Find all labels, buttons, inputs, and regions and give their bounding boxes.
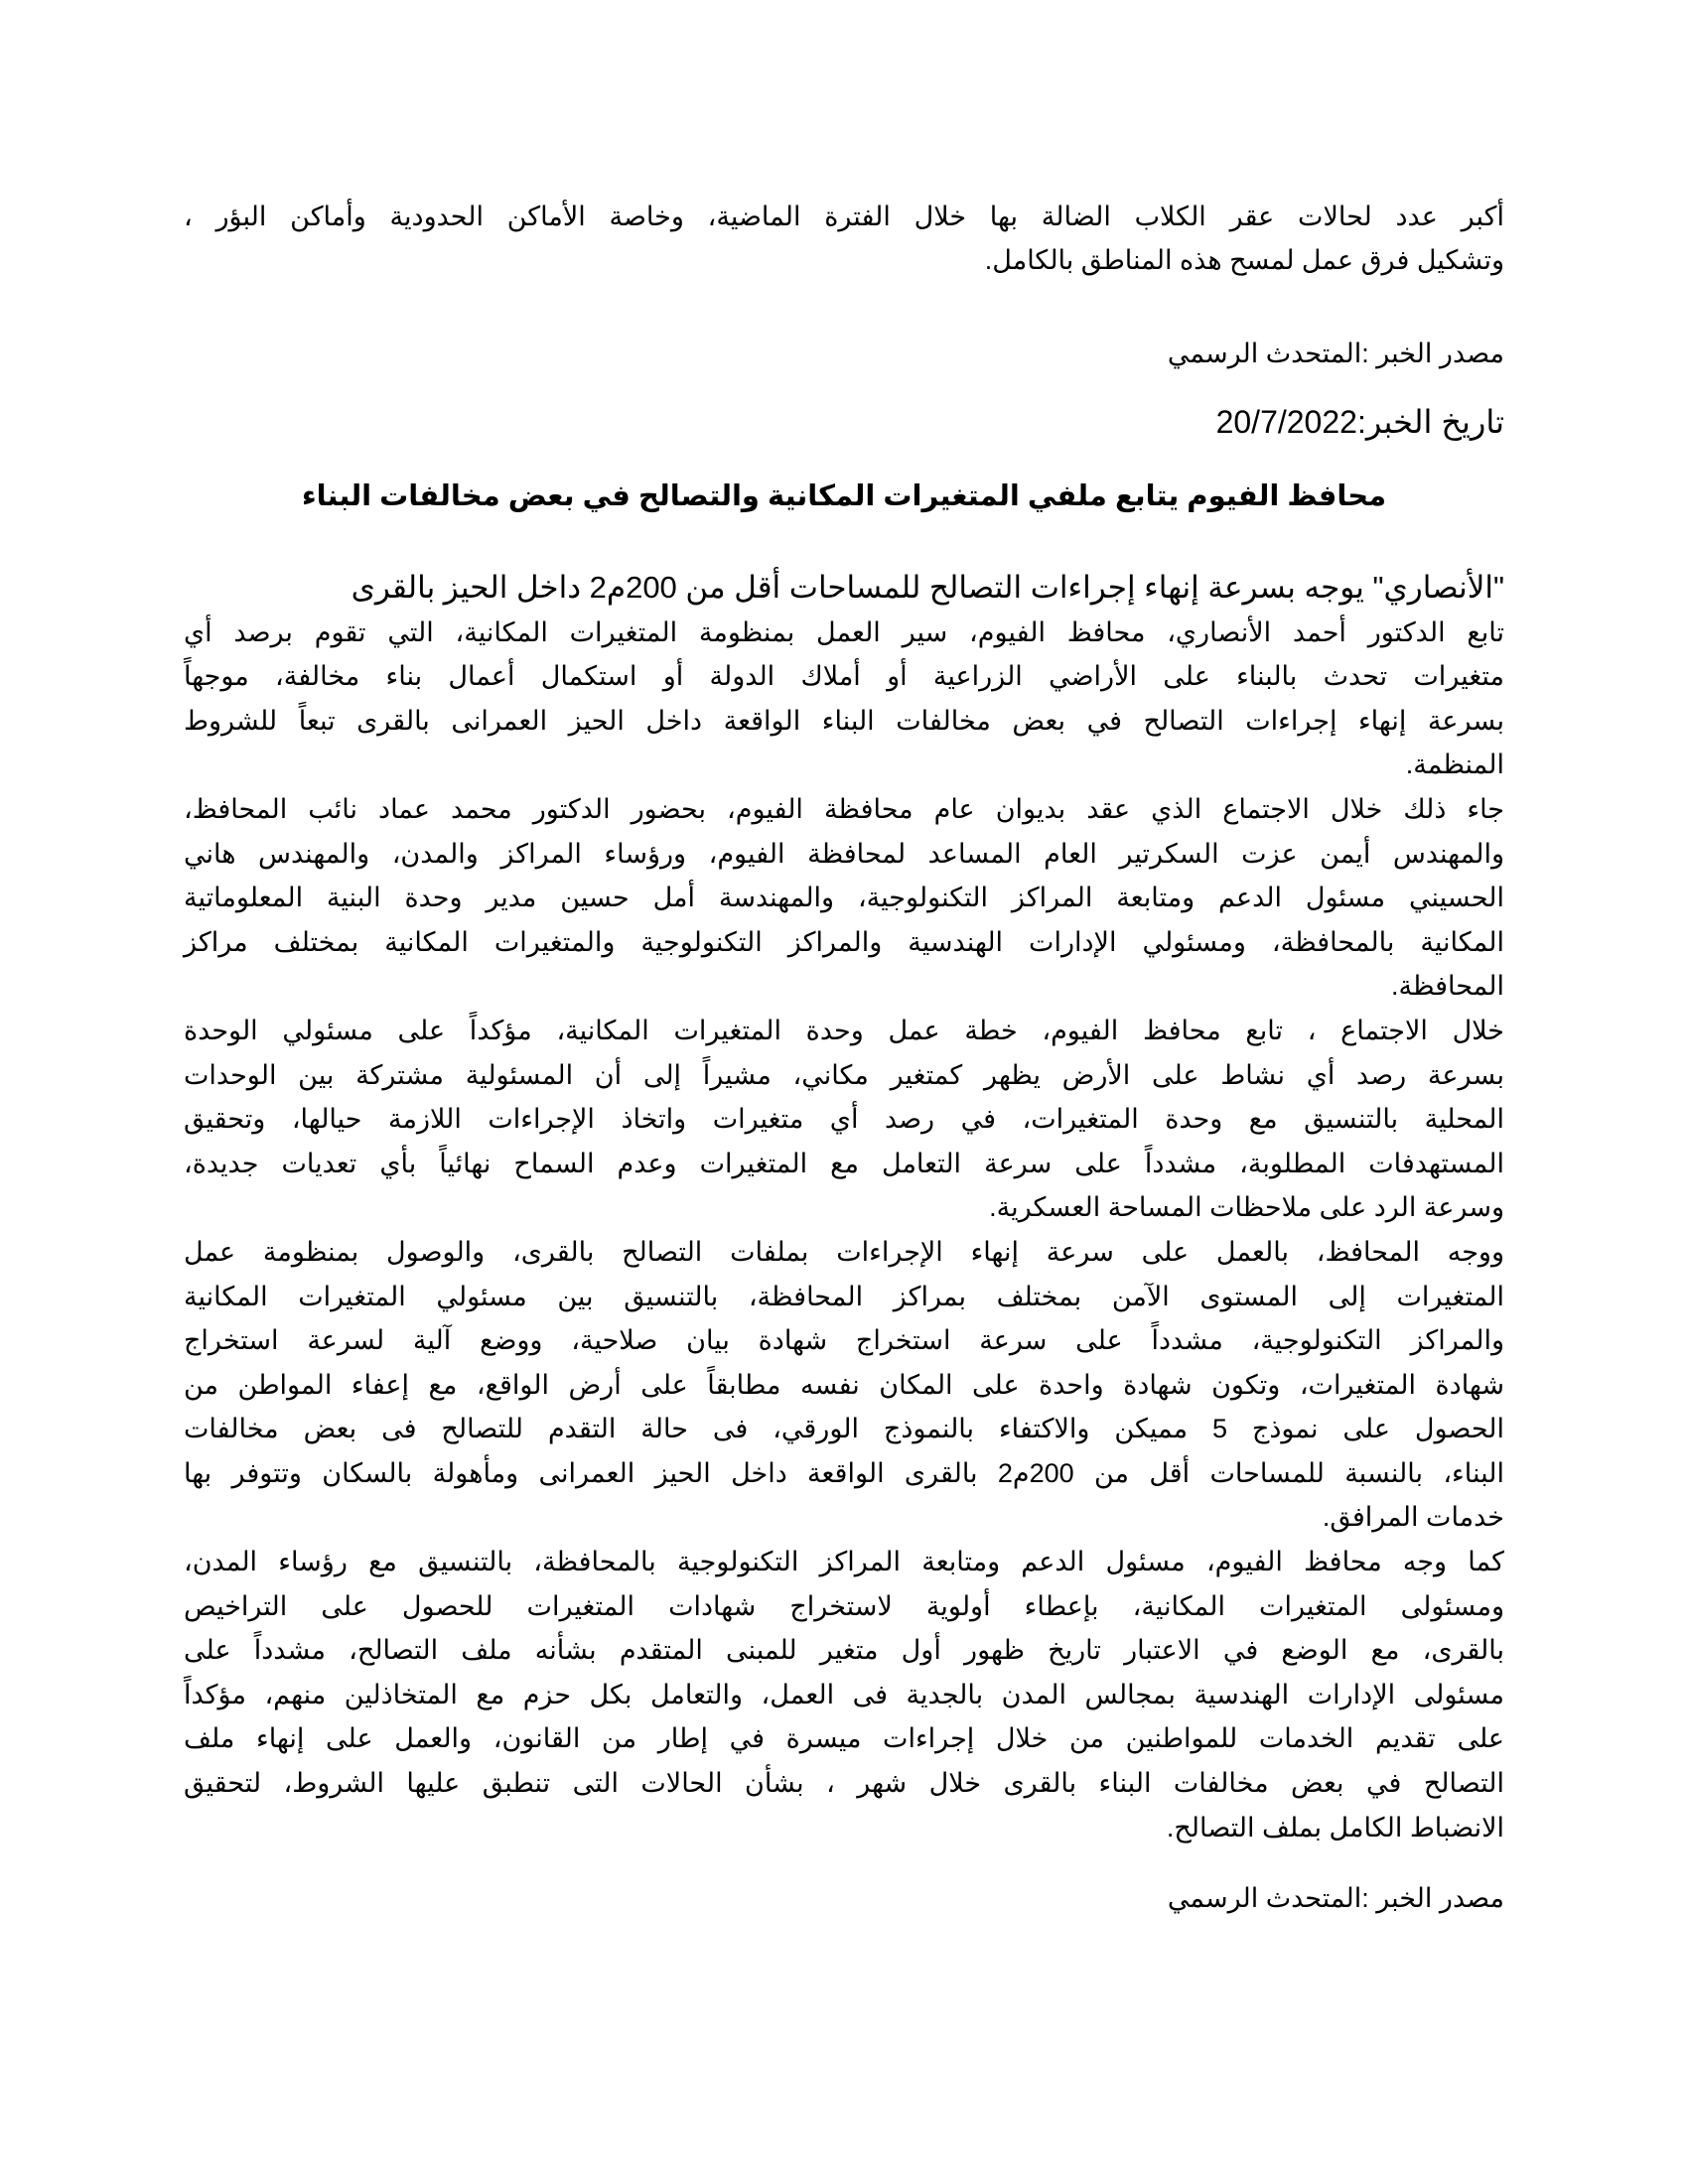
article-paragraph (184, 787, 1504, 1009)
news-source-line (184, 332, 1504, 375)
text-line: ووجه المحافظ، بالعمل على سرعة إنهاء الإجراءات بملفات التصالح بالقرى، والوصول بمنظومة عمل (184, 1236, 1504, 1267)
text-line: أكبر عدد لحالات عقر الكلاب الضالة بها خلال الفترة الماضية، وخاصة الأماكن الحدودية وأماكن البؤر ، (184, 202, 1504, 231)
text-line: المتغيرات إلى المستوى الآمن بمختلف بمراكز المحافظة، بالتنسيق بين مسئولي المتغيرات المكانية (184, 1281, 1504, 1311)
text-line: متغيرات تحدث بالبناء على الأراضي الزراعية أو أملاك الدولة أو استكمال أعمال بناء مخالفة، موجهاً (184, 661, 1504, 692)
text-line: المكانية بالمحافظة، ومسئولي الإدارات الهندسية والمراكز التكنولوجية والمتغيرات المكانية بمختلف مراكز (184, 926, 1504, 957)
text-line: الحسيني مسئول الدعم ومتابعة المراكز التكنولوجية، والمهندسة أمل حسين مدير وحدة البنية المعلوماتية (184, 883, 1504, 913)
news-source-text: مصدر الخبر :المتحدث الرسمي (1167, 339, 1504, 368)
article-lead-line: "الأنصاري" يوجه بسرعة إنهاء إجراءات التصالح للمساحات أقل من 200م2 داخل الحيز بالقرى (351, 570, 1504, 605)
text-line: والمراكز التكنولوجية، مشدداً على سرعة استخراج شهادة بيان صلاحية، ووضع آلية لسرعة استخراج (184, 1325, 1504, 1356)
text-line: على تقديم الخدمات للمواطنين من خلال إجراءات ميسرة في إطار من القانون، والعمل على إنهاء ملف (184, 1723, 1504, 1754)
article-paragraph (184, 1540, 1504, 1849)
article-body (184, 566, 1504, 1849)
text-line: ومسئولى المتغيرات المكانية، بإعطاء أولوية لاستخراج شهادات المتغيرات للحصول على التراخيص (184, 1590, 1504, 1621)
news-date-line (184, 400, 1504, 444)
text-line: وسرعة الرد على ملاحظات المساحة العسكرية. (989, 1192, 1504, 1223)
text-line: المحافظة. (1390, 971, 1504, 1002)
text-line: خلال الاجتماع ، تابع محافظ الفيوم، خطة عمل وحدة المتغيرات المكانية، مؤكداً على مسئولي الوحدة (184, 1015, 1504, 1045)
text-line: بالقرى، مع الوضع في الاعتبار تاريخ ظهور أول متغير للمبنى المتقدم بشأنه ملف التصالح، مشدداً على (184, 1635, 1504, 1666)
text-line: المنظمة. (1405, 750, 1504, 780)
text-line: بسرعة رصد أي نشاط على الأرض يظهر كمتغير مكاني، مشيراً إلى أن المسئولية مشتركة بين الوحدات (184, 1059, 1504, 1090)
text-line: خدمات المرافق. (1322, 1502, 1504, 1533)
news-source-line-footer (184, 1876, 1504, 1920)
article-paragraphs (184, 611, 1504, 1850)
text-line: التصالح في بعض مخالفات البناء بالقرى خلال شهر ، بشأن الحالات التى تنطبق عليها الشروط، لتحقيق (184, 1768, 1504, 1799)
text-line: شهادة المتغيرات، وتكون شهادة واحدة على المكان نفسه مطابقاً على أرض الواقع، مع إعفاء المواطن من (184, 1369, 1505, 1400)
text-line: المستهدفات المطلوبة، مشدداً على سرعة التعامل مع المتغيرات وعدم السماح نهائياً بأي تعديات جديدة، (184, 1148, 1504, 1178)
article-title: محافظ الفيوم يتابع ملفي المتغيرات المكانية والتصالح في بعض مخالفات البناء (301, 480, 1387, 512)
news-date-text: تاريخ الخبر:20/7/2022 (1215, 404, 1504, 440)
intro-paragraph (184, 195, 1504, 282)
article-paragraph (184, 611, 1504, 787)
text-line: كما وجه محافظ الفيوم، مسئول الدعم ومتابعة المراكز التكنولوجية بالمحافظة، بالتنسيق مع رؤساء المدن، (184, 1547, 1504, 1577)
article-paragraph (184, 1230, 1504, 1540)
text-line: وتشكيل فرق عمل لمسح هذه المناطق بالكامل. (984, 245, 1504, 275)
news-source-text: مصدر الخبر :المتحدث الرسمي (1167, 1883, 1504, 1913)
text-line: البناء، بالنسبة للمساحات أقل من 200م2 بالقرى الواقعة داخل الحيز العمرانى ومأهولة بالسكان وتتوفر بها (184, 1457, 1504, 1488)
text-line: تابع الدكتور أحمد الأنصاري، محافظ الفيوم، سير العمل بمنظومة المتغيرات المكانية، التي تقوم برصد أي (184, 616, 1504, 647)
text-line: المحلية بالتنسيق مع وحدة المتغيرات، في رصد أي متغيرات واتخاذ الإجراءات اللازمة حيالها، وتحقيق (184, 1104, 1504, 1135)
text-line: الحصول على نموذج 5 مميكن والاكتفاء بالنموذج الورقي، فى حالة التقدم للتصالح فى بعض مخالفات (184, 1414, 1504, 1444)
text-line: الانضباط الكامل بملف التصالح. (1166, 1812, 1504, 1843)
text-line: مسئولى الإدارات الهندسية بمجالس المدن بالجدية فى العمل، والتعامل بكل حزم مع المتخاذلين منهم، مؤكداً (184, 1679, 1504, 1709)
article-paragraph (184, 1009, 1504, 1230)
text-line: جاء ذلك خلال الاجتماع الذي عقد بديوان عام محافظة الفيوم، بحضور الدكتور محمد عماد نائب المحافظ، (184, 793, 1504, 824)
text-line: والمهندس أيمن عزت السكرتير العام المساعد لمحافظة الفيوم، ورؤساء المراكز والمدن، والمهندس هاني (184, 838, 1504, 869)
text-line: بسرعة إنهاء إجراءات التصالح في بعض مخالفات البناء الواقعة داخل الحيز العمرانى بالقرى تبعاً للشروط (184, 705, 1504, 736)
